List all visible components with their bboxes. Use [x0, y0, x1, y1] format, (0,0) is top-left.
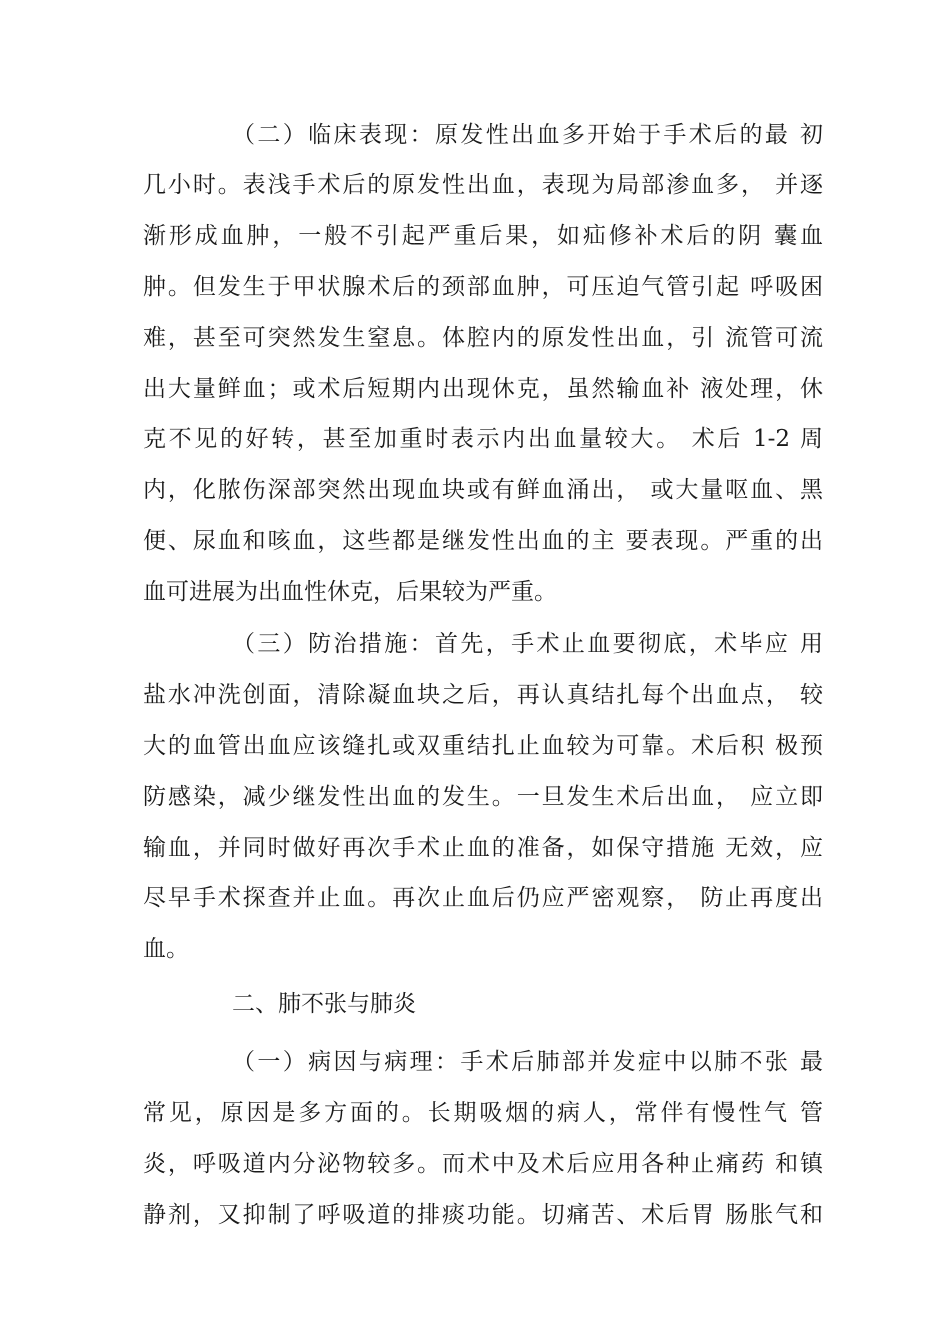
text-line: 静剂，又抑制了呼吸道的排痰功能。切痛苦、术后胃 肠胀气和 — [143, 1202, 823, 1228]
text-line: （二）临床表现：原发性出血多开始于手术后的最 初 — [232, 122, 823, 148]
text-line: （一）病因与病理：手术后肺部并发症中以肺不张 最 — [232, 1049, 823, 1075]
text-line: 便、尿血和咳血，这些都是继发性出血的主 要表现。严重的出 — [143, 528, 823, 554]
text-line: 渐形成血肿，一般不引起严重后果，如疝修补术后的阴 囊血 — [143, 223, 823, 249]
text-line: 肿。但发生于甲状腺术后的颈部血肿，可压迫气管引起 呼吸困 — [143, 274, 823, 300]
text-line: 内，化脓伤深部突然出现血块或有鲜血涌出， 或大量呕血、黑 — [143, 477, 823, 503]
text-line: 大的血管出血应该缝扎或双重结扎止血较为可靠。术后积 极预 — [143, 733, 823, 759]
text-line: 几小时。表浅手术后的原发性出血，表现为局部渗血多， 并逐 — [143, 172, 823, 198]
text-line: 防感染，减少继发性出血的发生。一旦发生术后出血， 应立即 — [143, 784, 823, 810]
text-line: 血可进展为出血性休克，后果较为严重。 — [143, 579, 557, 605]
section-heading: 二、肺不张与肺炎 — [232, 991, 416, 1017]
text-line: 出大量鲜血；或术后短期内出现休克，虽然输血补 液处理，休 — [143, 376, 823, 402]
text-line: 输血，并同时做好再次手术止血的准备，如保守措施 无效，应 — [143, 835, 823, 861]
text-line: 炎，呼吸道内分泌物较多。而术中及术后应用各种止痛药 和镇 — [143, 1151, 823, 1177]
text-line: 克不见的好转，甚至加重时表示内出血量较大。 术后 1-2 周 — [143, 426, 823, 452]
text-line: 尽早手术探查并止血。再次止血后仍应严密观察， 防止再度出 — [143, 885, 823, 911]
text-line: 血。 — [143, 936, 189, 962]
text-line: （三）防治措施：首先，手术止血要彻底，术毕应 用 — [232, 631, 823, 657]
text-line: 盐水冲洗创面，清除凝血块之后，再认真结扎每个出血点， 较 — [143, 682, 823, 708]
text-line: 难，甚至可突然发生窒息。体腔内的原发性出血，引 流管可流 — [143, 325, 823, 351]
text-line: 常见，原因是多方面的。长期吸烟的病人，常伴有慢性气 管 — [143, 1100, 823, 1126]
